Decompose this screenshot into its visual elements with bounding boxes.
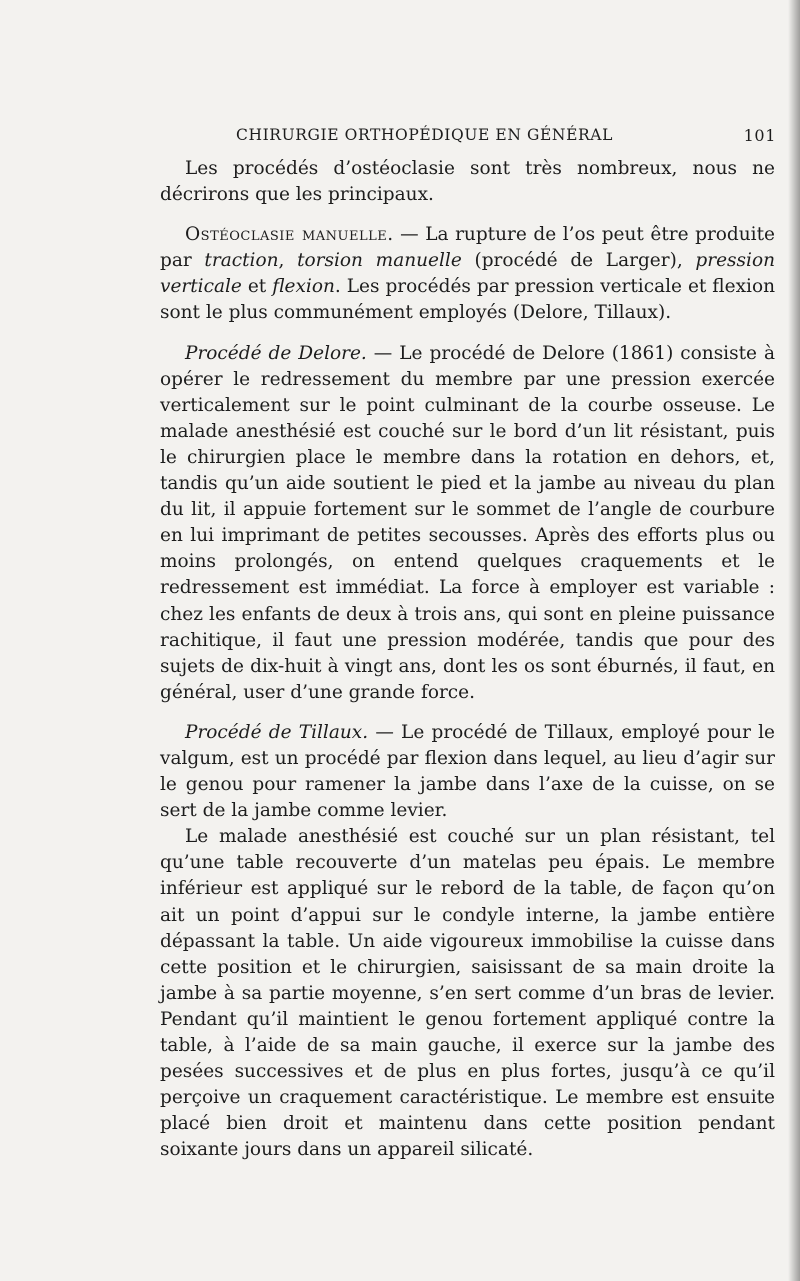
paragraph-procede-delore — [160, 341, 775, 706]
paragraph-osteoclasie-manuelle — [160, 222, 775, 326]
italic-term-traction: traction — [204, 250, 279, 272]
running-head — [236, 126, 776, 154]
paragraph-tillaux-detail-text: Le malade anesthésié est couché sur un plan résistant, tel qu’une table recouverte d’un matelas peu épais. Le membre inférieur est appliqué sur le rebord de la table, de façon qu’on ait un point d’appui sur le condyle interne, la jambe entière dépassant la table. Un aide vigoureux immobilise la cuisse dans cette position et le chirurgien, saisissant de sa main droite la jambe à sa partie moyenne, s’en sert comme d’un bras de levier. Pendant qu’il maintient le genou fortement appliqué contre la table, à l’aide de sa main gauche, il exerce sur la jambe des pesées successives et de plus en plus fortes, jusqu’à ce qu’il perçoive un craquement caractéristique. Le membre est ensuite placé bien droit et maintenu dans cette position pendant soixante jours dans un appareil silicaté. — [160, 826, 775, 1161]
text-run: (procédé de Larger), — [461, 250, 696, 272]
text-run: , — [278, 250, 298, 272]
italic-term-pression: pression verticale — [160, 250, 775, 298]
paragraph-delore-text: — Le procédé de Delore (1861) consiste à opérer le redressement du membre par une pression exercée verticalement sur le point culminant de la courbe osseuse. Le malade anesthésié est couché sur le bord d’un lit résistant, puis le chirurgien place le membre dans la rotation en dehors, et, tandis qu’un aide soutient le pied et la jambe au niveau du plan du lit, il appuie fortement sur le sommet de l’angle de courbure en lui imprimant de petites secousses. Après des efforts plus ou moins prolongés, on entend quelques craquements et le redressement est immédiat. La force à employer est variable : chez les enfants de deux à trois ans, qui sont en pleine puissance rachitique, il faut une pression modérée, tandis que pour des sujets de dix-huit à vingt ans, dont les os sont éburnés, il faut, en général, user d’une grande force. — [160, 342, 775, 703]
paragraph-procede-tillaux — [160, 720, 775, 824]
page-number: 101 — [743, 126, 776, 145]
text-run: — La rupture de l’os peut être produite par — [160, 224, 775, 272]
paragraph-intro-text: Les procédés d’ostéoclasie sont très nombreux, nous ne décrirons que les principaux. — [160, 158, 775, 206]
body-text — [160, 156, 775, 1163]
section-heading-delore: Procédé de Delore. — [185, 342, 367, 364]
paragraph-tillaux-text: — Le procédé de Tillaux, employé pour le valgum, est un procédé par flexion dans lequel, au lieu d’agir sur le genou pour ramener la jambe dans l’axe de la cuisse, on se sert de la jambe comme levier. — [160, 721, 776, 822]
section-heading-tillaux: Procédé de Tillaux. — [185, 721, 369, 743]
section-heading-osteoclasie-manuelle: Ostéoclasie manuelle. — [185, 224, 394, 246]
running-head-title: CHIRURGIE ORTHOPÉDIQUE EN GÉNÉRAL — [236, 126, 613, 144]
text-run: . Les procédés par pression verticale et flexion sont le plus communément employés (Delore, Tillaux). — [160, 276, 775, 324]
paragraph-intro — [160, 156, 775, 208]
page-edge-shadow — [788, 0, 800, 1281]
italic-term-flexion: flexion — [272, 276, 335, 298]
paragraph-tillaux-detail — [160, 824, 775, 1163]
text-run: et — [241, 276, 273, 298]
italic-term-torsion: torsion manuelle — [297, 250, 462, 272]
